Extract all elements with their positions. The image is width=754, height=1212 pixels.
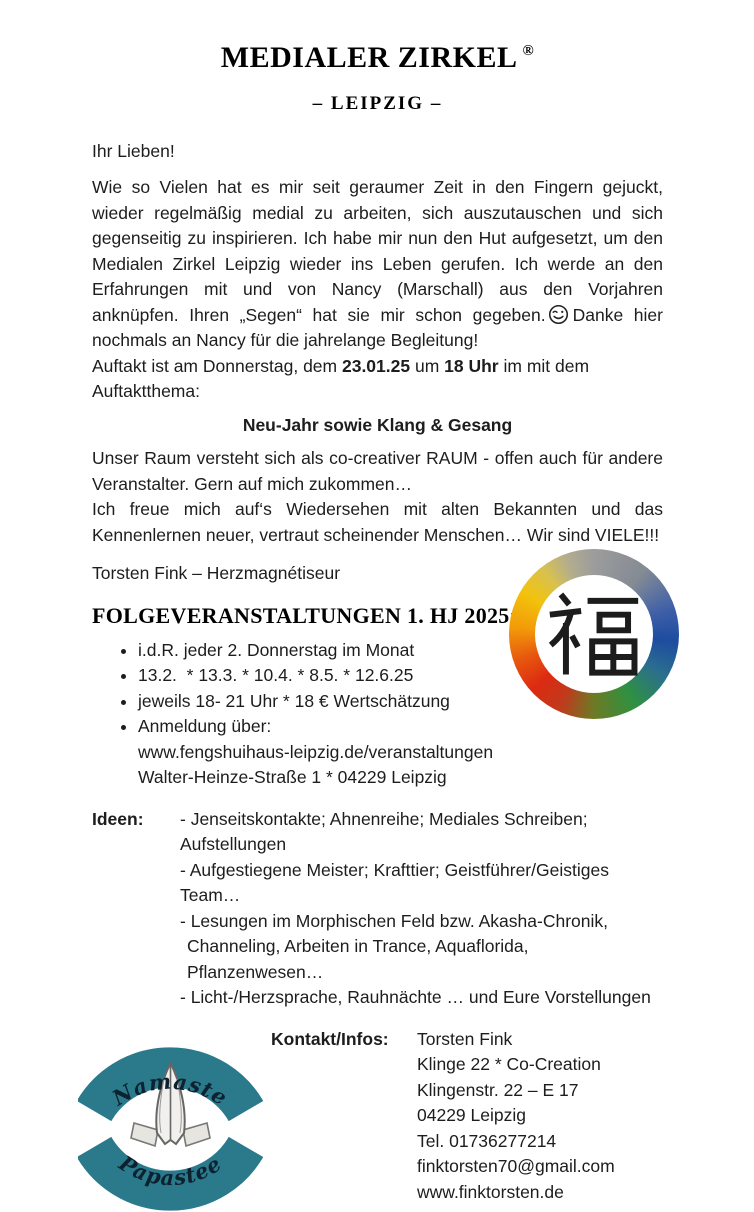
contact-name: Torsten Fink	[417, 1028, 513, 1049]
wiedersehen-paragraph: Ich freue mich auf‘s Wiedersehen mit alten Bekannten und das Kennenlernen neuer, vertraut scheinender Menschen… Wir sind VIELE!!!	[92, 499, 663, 545]
contact-phone: Tel. 01736277214	[417, 1130, 557, 1151]
idea-line: - Aufgestiegene Meister; Krafttier; Geistführer/Geistiges Team…	[180, 859, 609, 905]
luck-ring-logo	[509, 549, 679, 719]
event-theme: Neu-Jahr sowie Klang & Gesang	[242, 414, 513, 435]
intro-text-1: Wie so Vielen hat es mir seit geraumer Zeit in den Fingern gejuckt, wieder regelmäßig medial zu arbeiten, sich auszutauschen und sich gegenseitig zu inspirieren. Ich habe mir nun den Hut aufgesetzt, um den Medialen Zirkel Leipzig wieder ins Leben gerufen. Ich werde an den Erfahrungen mit und von Nancy (Marschall) aus den Vorjahren anknüpfen. Ihren „Segen“ hat sie mir schon gegeben.	[92, 177, 663, 325]
contact-city: 04229 Leipzig	[417, 1105, 526, 1125]
contact-street: Klingenstr. 22 – E 17	[417, 1079, 579, 1100]
auftakt-prefix: Auftakt ist am Donnerstag, dem	[92, 355, 342, 376]
papastee-text: Papastee	[114, 1149, 227, 1190]
bullet-schedule: i.d.R. jeder 2. Donnerstag im Monat	[138, 639, 415, 660]
events-heading-text: FOLGEVERANSTALTUNGEN 1. HJ 2025	[92, 602, 510, 628]
contact-website: www.finktorsten.de	[417, 1181, 564, 1202]
idea-line-wrap: Channeling, Arbeiten in Trance, Aquaflorida, Pflanzenwesen…	[187, 936, 529, 982]
auftakt-time: 18 Uhr	[444, 355, 499, 376]
namaste-text: Namaste	[107, 1067, 233, 1111]
namaste-papastee-logo	[78, 1027, 263, 1212]
idea-line: - Jenseitskontakte; Ahnenreihe; Mediales Schreiben; Aufstellungen	[180, 808, 588, 854]
ideas-label: Ideen:	[92, 808, 144, 829]
luck-ring-inner	[535, 575, 653, 693]
contact-section	[78, 1025, 663, 1212]
list-item	[138, 714, 558, 791]
list-item	[138, 689, 558, 715]
events-bullet-list	[92, 638, 558, 791]
ideas-section	[92, 807, 663, 1011]
fu-character-icon	[548, 588, 640, 680]
bullet-registration: Anmeldung über:	[138, 716, 272, 736]
signature-line: Torsten Fink – Herzmagnétiseur	[92, 563, 341, 583]
title-text: MEDIALER ZIRKEL	[220, 41, 518, 74]
contact-venue: Klinge 22 * Co-Creation	[417, 1054, 601, 1074]
events-section	[92, 561, 663, 791]
intro-paragraph	[92, 175, 663, 354]
winking-smiley-icon	[548, 304, 569, 325]
list-item	[138, 638, 558, 664]
list-item	[138, 663, 558, 689]
bullet-time-price: jeweils 18- 21 Uhr * 18 € Wertschätzung	[138, 690, 450, 711]
venue-address: Walter-Heinze-Straße 1 * 04229 Leipzig	[138, 767, 447, 787]
idea-line: - Lesungen im Morphischen Feld bzw. Akasha-Chronik,	[180, 910, 608, 931]
greeting-line: Ihr Lieben!	[92, 140, 175, 161]
page-title	[92, 34, 663, 75]
registered-trademark-symbol: ®	[522, 43, 535, 59]
auftakt-line	[92, 354, 663, 405]
contact-email: finktorsten70@gmail.com	[417, 1156, 615, 1176]
bullet-dates: 13.2. * 13.3. * 10.4. * 8.5. * 12.6.25	[138, 665, 414, 685]
auftakt-mid: um	[410, 355, 445, 376]
registration-url: www.fengshuihaus-leipzig.de/veranstaltungen	[138, 741, 494, 762]
contact-label: Kontakt/Infos:	[271, 1028, 389, 1049]
page-subtitle: – LEIPZIG –	[312, 93, 443, 114]
intro-text-2: Danke hier nochmals an Nancy für die jahrelange Begleitung!	[92, 304, 663, 350]
auftakt-suffix: im mit dem Auftaktthema:	[92, 355, 590, 401]
auftakt-date: 23.01.25	[341, 355, 411, 376]
contact-lines	[417, 1025, 663, 1206]
raum-paragraph: Unser Raum versteht sich als co-creativer RAUM - offen auch für andere Veranstalter. Gern auf mich zukommen…	[92, 448, 663, 494]
idea-line: - Licht-/Herzsprache, Rauhnächte … und Eure Vorstellungen	[180, 987, 651, 1007]
ideas-lines	[180, 807, 663, 1011]
